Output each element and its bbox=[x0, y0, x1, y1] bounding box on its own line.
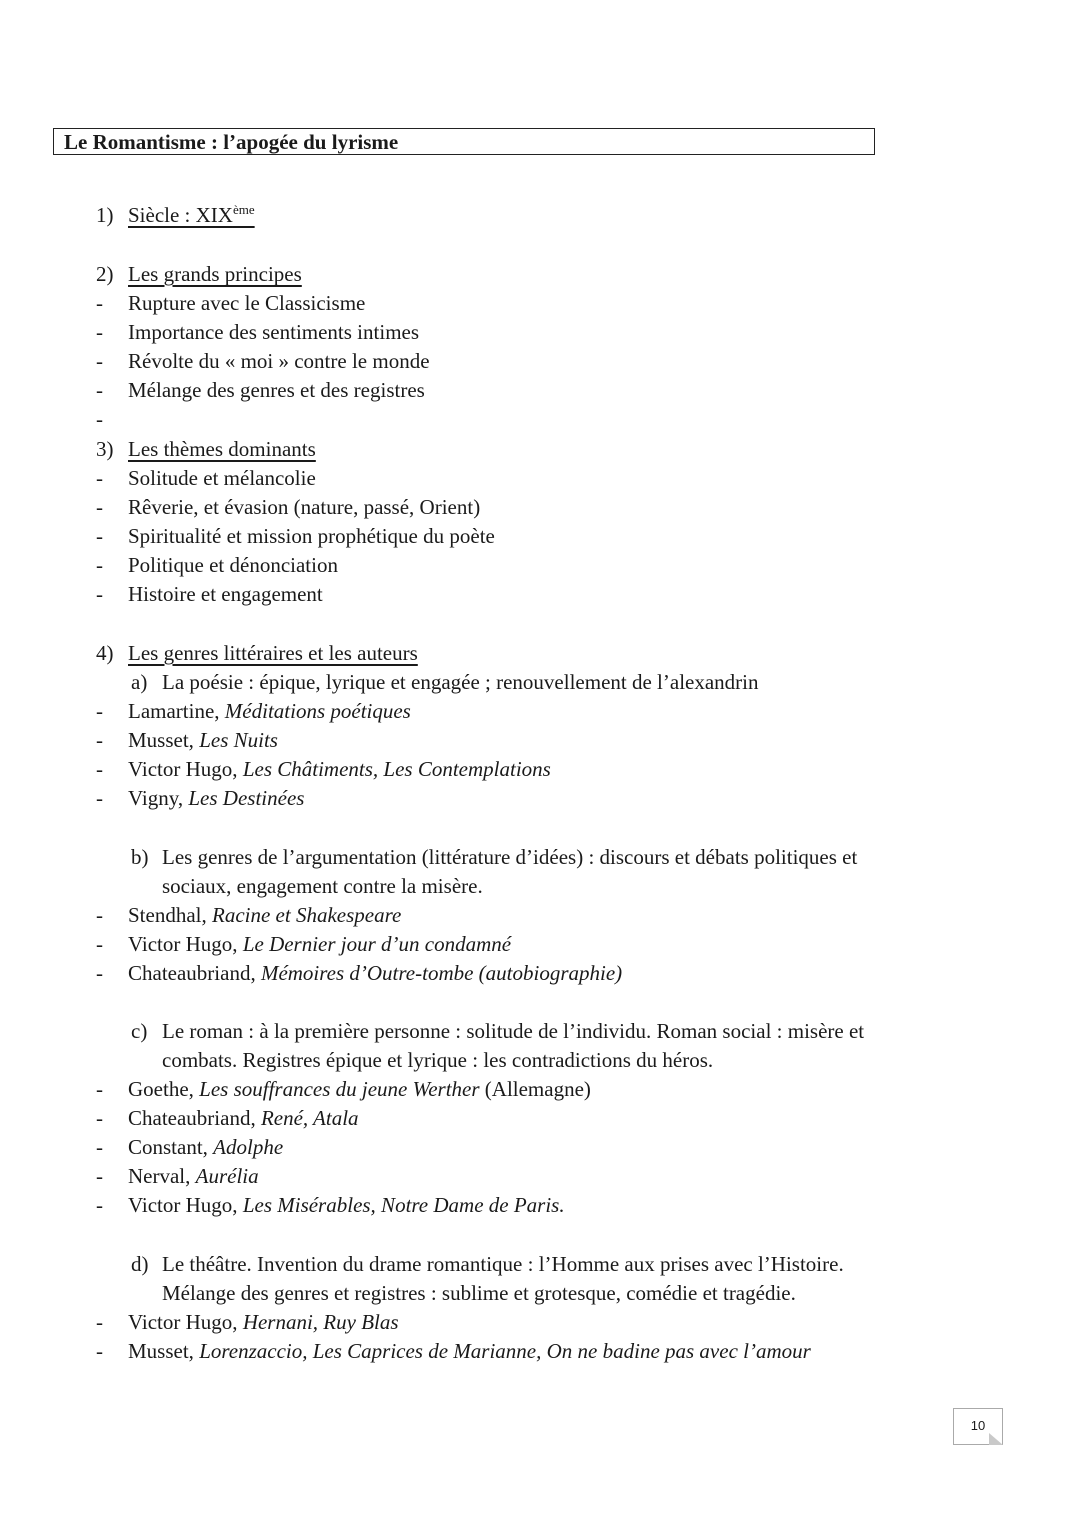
section-title: Siècle : XIXème bbox=[128, 202, 255, 227]
title-box bbox=[53, 128, 875, 155]
page-title: Le Romantisme : l’apogée du lyrisme bbox=[64, 130, 399, 154]
page-curl-icon bbox=[989, 1433, 1003, 1445]
section-title: Les thèmes dominants bbox=[128, 437, 316, 461]
section-title: Les genres littéraires et les auteurs bbox=[128, 641, 418, 665]
page-number-text: 10 bbox=[970, 1418, 986, 1433]
section-title: Les grands principes bbox=[128, 262, 302, 286]
section-number: 3) bbox=[96, 437, 114, 461]
section-number: 1) bbox=[96, 203, 114, 227]
page-number bbox=[953, 1408, 1003, 1445]
section-number: 4) bbox=[96, 641, 114, 665]
section-number: 2) bbox=[96, 262, 114, 286]
